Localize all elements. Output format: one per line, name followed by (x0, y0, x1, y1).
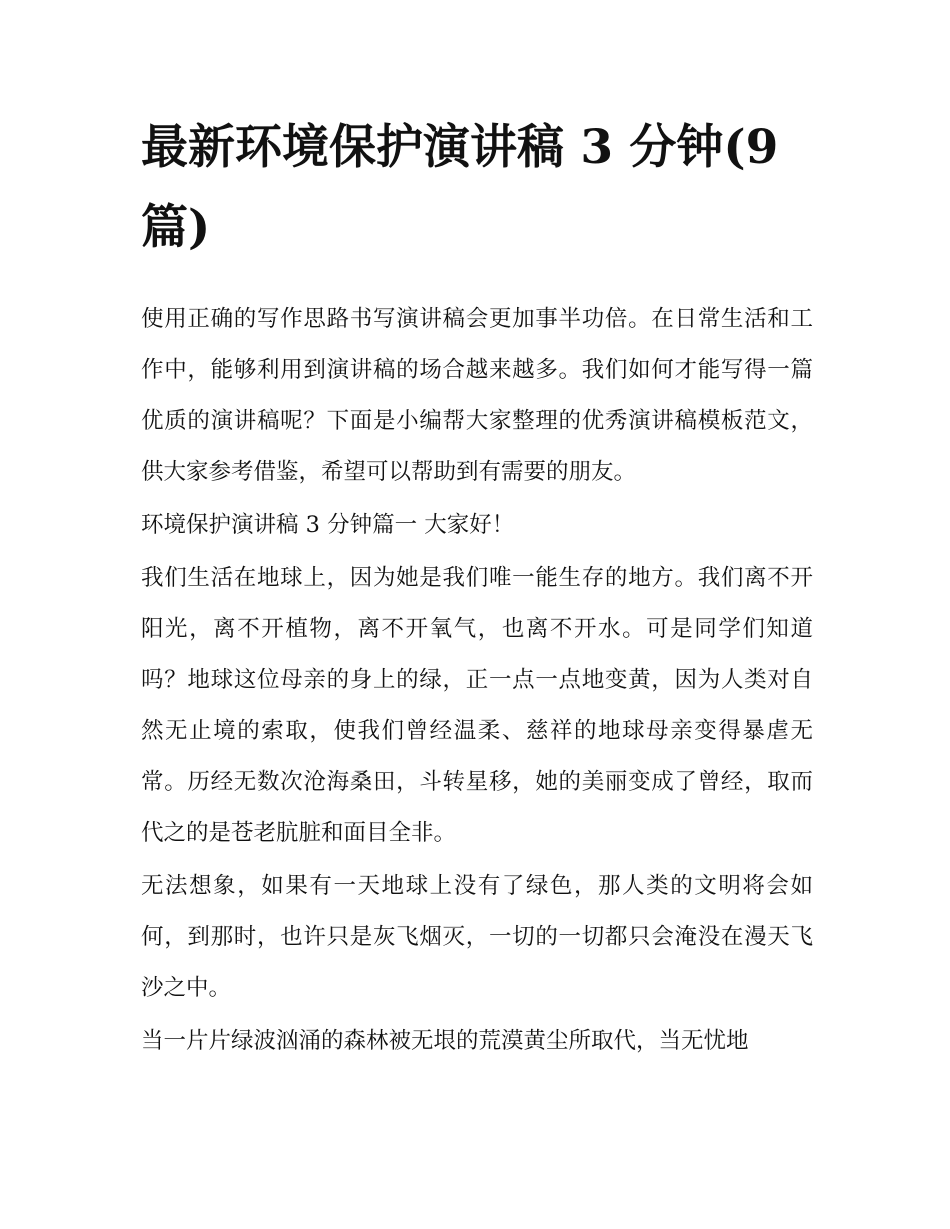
document-page (141, 108, 813, 1067)
paragraph-earth: 我们生活在地球上，因为她是我们唯一能生存的地方。我们离不开阳光，离不开植物，离不开氧气，也离不开水。可是同学们知道吗？地球这位母亲的身上的绿，正一点一点地变黄，因为人类对自然无止境的索取，使我们曾经温柔、慈祥的地球母亲变得暴虐无常。历经无数次沧海桑田，斗转星移，她的美丽变成了曾经，取而代之的是苍老肮脏和面目全非。 (141, 565, 813, 846)
document-body (141, 294, 813, 1067)
paragraph-imagine: 无法想象，如果有一天地球上没有了绿色，那人类的文明将会如何，到那时，也许只是灰飞烟灭，一切的一切都只会淹没在漫天飞沙之中。 (141, 873, 813, 1001)
paragraph-forest: 当一片片绿波汹涌的森林被无垠的荒漠黄尘所取代，当无忧地 (141, 1028, 749, 1054)
document-title: 最新环境保护演讲稿 3 分钟(9 篇) (141, 120, 779, 255)
paragraph-intro: 使用正确的写作思路书写演讲稿会更加事半功倍。在日常生活和工作中，能够利用到演讲稿的场合越来越多。我们如何才能写得一篇优质的演讲稿呢？下面是小编帮大家整理的优秀演讲稿模板范文，供大家参考借鉴，希望可以帮助到有需要的朋友。 (141, 306, 813, 485)
paragraph-section-heading: 环境保护演讲稿 3 分钟篇一 大家好！ (141, 512, 515, 538)
